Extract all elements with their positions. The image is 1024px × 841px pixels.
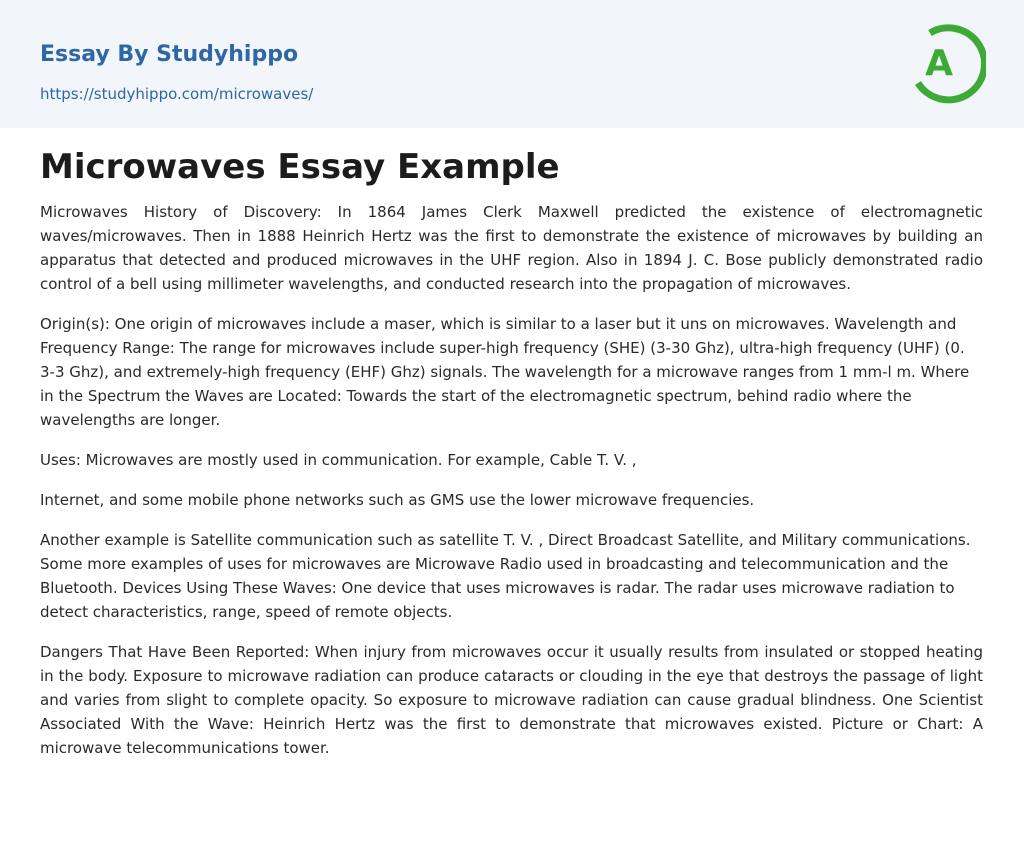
paragraph: Another example is Satellite communication such as satellite T. V. , Direct Broadcast Satellite, and Military communications. Some more examples of uses for microwaves are Microwave Radio used in broadcasting and telecommunication and the Bluetooth. Devices Using These Waves: One device that uses microwaves is radar. The radar uses microwave radiation to detect characteristics, range, speed of remote objects. <box>40 531 971 621</box>
paragraph: Dangers That Have Been Reported: When injury from microwaves occur it usually results from insulated or stopped heating in the body. Exposure to microwave radiation can produce cataracts or clouding in the eye that destroys the passage of light and varies from slight to complete opacity. So exposure to microwave radiation can cause gradual blindness. One Scientist Associated With the Wave: Heinrich Hertz was the first to demonstrate that microwaves existed. Picture or Chart: A microwave telecommunications tower. <box>40 643 983 757</box>
studyhippo-logo-icon[interactable] <box>912 19 986 105</box>
essay-body <box>40 200 983 776</box>
source-url-link[interactable]: https://studyhippo.com/microwaves/ <box>40 85 314 103</box>
paragraph: Internet, and some mobile phone networks such as GMS use the lower microwave frequencies. <box>40 491 755 509</box>
logo-letter: A <box>925 43 953 84</box>
brand-title[interactable]: Essay By Studyhippo <box>40 42 299 67</box>
page-title: Microwaves Essay Example <box>40 147 560 187</box>
paragraph: Uses: Microwaves are mostly used in communication. For example, Cable T. V. , <box>40 451 637 469</box>
paragraph: Microwaves History of Discovery: In 1864 James Clerk Maxwell predicted the existence of electromagnetic waves/microwaves. Then in 1888 Heinrich Hertz was the first to demonstrate the existence of microwaves by building an apparatus that detected and produced microwaves in the UHF region. Also in 1894 J. C. Bose publicly demonstrated radio control of a bell using millimeter wavelengths, and conducted research into the propagation of microwaves. <box>40 203 983 293</box>
paragraph: Origin(s): One origin of microwaves include a maser, which is similar to a laser but it uns on microwaves. Wavelength and Frequency Range: The range for microwaves include super-high frequency (SHE) (3-30 Ghz), ultra-high frequency (UHF) (0. 3-3 Ghz), and extremely-high frequency (EHF) Ghz) signals. The wavelength for a microwave ranges from 1 mm-l m. Where in the Spectrum the Waves are Located: Towards the start of the electromagnetic spectrum, behind radio where the wavelengths are longer. <box>40 315 970 429</box>
